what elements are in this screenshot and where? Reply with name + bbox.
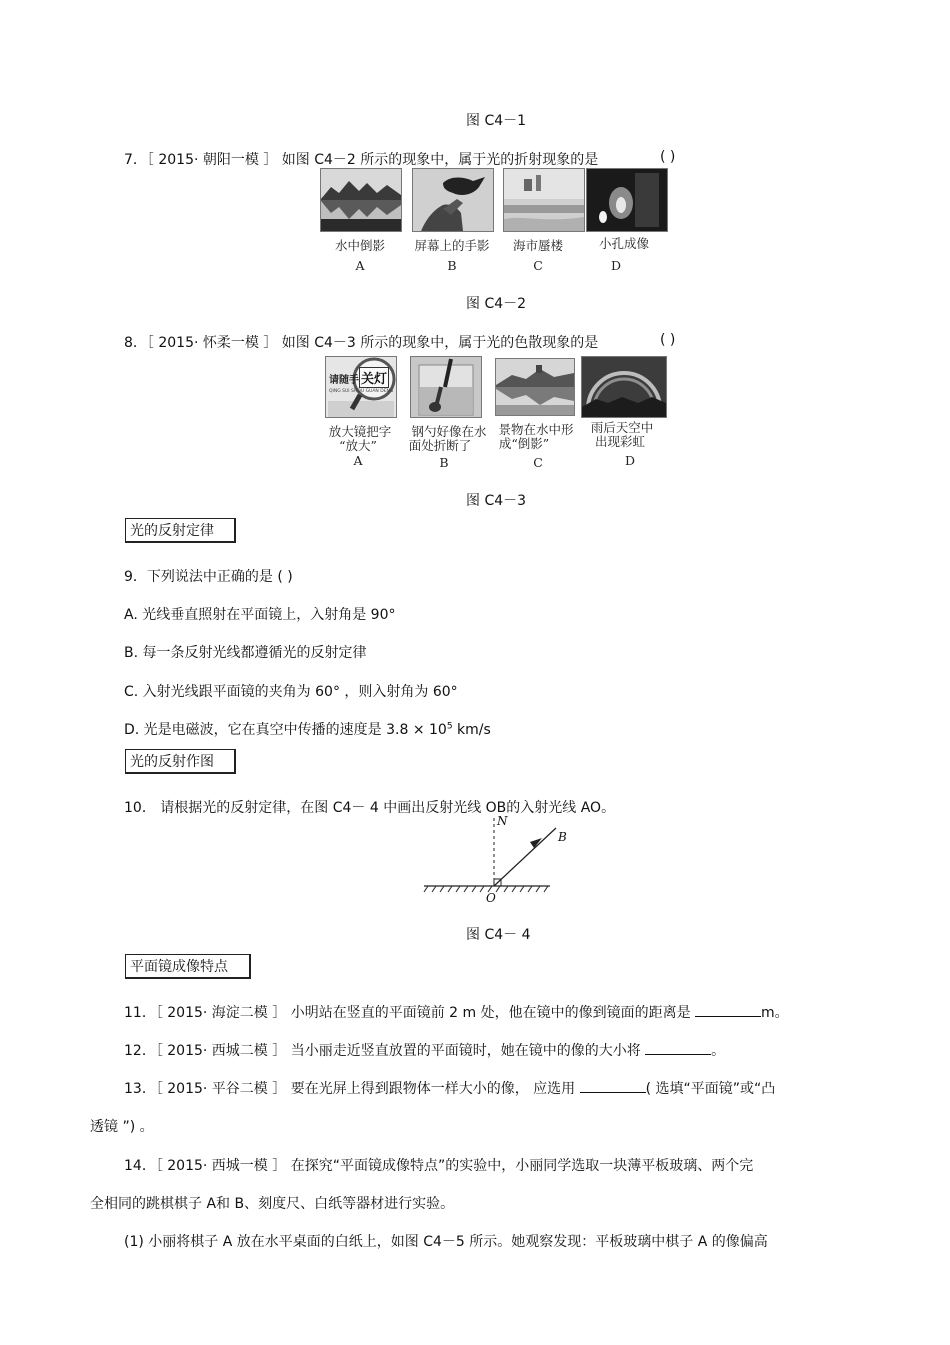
option-c-caption-line1: 景物在水中形 [498,422,574,437]
sign-small-text: QING SUI SHOU GUAN DENG [329,389,394,394]
question-12: 12．［ 2015· 西城二模 ］ 当小丽走近竖直放置的平面镜时，她在镜中的像的大小将 。 [124,1040,725,1060]
option-a-caption-line1: 放大镜把字 [328,424,392,439]
question-9-option-c: C. 入射光线跟平面镜的夹角为 60° ，则入射角为 60° [124,684,458,700]
question-13-line2: 透镜 ”) 。 [90,1119,154,1135]
sign-box-text: 关灯 [359,367,389,388]
option-a-caption: 水中倒影 [334,238,385,253]
question-13-line1: 13．［ 2015· 平谷二模 ］ 要在光屏上得到跟物体一样大小的像， 应选用 ( 选填“平面镜”或“凸 [124,1078,775,1098]
question-7-answer-paren: ( ) [660,149,676,165]
question-9-option-d: D. 光是电磁波，它在真空中传播的速度是 $3.8 \times 10^5$ km/s [124,721,491,738]
question-8-answer-paren: ( ) [660,332,676,348]
option-c-caption: 海市蜃楼 [512,238,563,253]
question-10-text: 10． 请根据光的反射定律，在图 C4－ 4 中画出反射光线 OB的入射光线 AO。 [124,800,616,816]
label-o: O [486,891,496,905]
question-11: 11．［ 2015· 海淀二模 ］ 小明站在竖直的平面镜前 2 m 处，他在镜中的像到镜面的距离是 m。 [124,1002,789,1022]
reflected-ray-ob [494,828,556,886]
picture-pinhole-image [586,168,668,232]
picture-hand-shadow [412,168,494,232]
option-d-letter: D [610,258,622,273]
option-b-caption-line1: 钢勺好像在水 [411,424,487,439]
option-b-letter: B [447,258,457,273]
picture-bent-spoon [410,356,482,418]
option-c-letter: C [533,258,543,273]
answer-blank-13[interactable] [580,1078,646,1093]
label-n: N [497,814,508,828]
picture-reflection-in-water [320,168,402,232]
sign-text: 请随手 [329,375,359,386]
picture-scenery-reflection [495,358,575,416]
picture-magnifier-sign [325,356,397,418]
option-a-letter: A [353,453,363,468]
option-a-caption-line2: “放大” [339,438,377,453]
figure-caption-c4-3: 图 C4－3 [466,493,527,509]
question-14-line3: (1) 小丽将棋子 A 放在水平桌面的白纸上，如图 C4－5 所示。她观察发现：平板玻璃中棋子 A 的像偏高 [124,1234,768,1250]
question-9-option-a: A. 光线垂直照射在平面镜上，入射角是 90° [124,607,396,623]
option-d-caption: 小孔成像 [598,236,649,251]
picture-mirage [503,168,585,232]
label-b: B [558,830,567,844]
section-label-reflection-law: 光的反射定律 [125,518,236,543]
question-14-line2: 全相同的跳棋棋子 A和 B、刻度尺、白纸等器材进行实验。 [90,1196,455,1212]
option-b-letter: B [439,455,449,470]
option-c-caption-line2: 成“倒影” [498,436,550,451]
question-7-text: 7．［ 2015· 朝阳一模 ］ 如图 C4－2 所示的现象中，属于光的折射现象的是 [124,152,599,168]
section-label-plane-mirror: 平面镜成像特点 [125,954,251,979]
figure-caption-c4-4: 图 C4－ 4 [466,927,531,943]
answer-blank-11[interactable] [695,1002,761,1017]
option-b-caption-line2: 面处折断了 [408,438,472,453]
question-9-option-b: B. 每一条反射光线都遵循光的反射定律 [124,645,367,661]
section-label-reflection-drawing: 光的反射作图 [125,749,236,774]
figure-caption-c4-1: 图 C4－1 [466,113,527,129]
option-d-letter: D [624,453,636,468]
option-d-caption-line1: 雨后天空中 [590,420,654,435]
option-c-letter: C [533,455,543,470]
question-9-stem: 9．下列说法中正确的是 ( ) [124,569,293,585]
option-a-letter: A [355,258,365,273]
option-d-caption-line2: 出现彩虹 [594,434,645,449]
option-b-caption: 屏幕上的手影 [414,238,490,253]
picture-rainbow [581,356,667,418]
answer-blank-12[interactable] [645,1040,711,1055]
question-8-text: 8．［ 2015· 怀柔一模 ］ 如图 C4－3 所示的现象中，属于光的色散现象的是 [124,335,599,351]
question-14-line1: 14．［ 2015· 西城一模 ］ 在探究“平面镜成像特点”的实验中，小丽同学选取一块薄平板玻璃、两个完 [124,1158,754,1174]
figure-caption-c4-2: 图 C4－2 [466,296,527,312]
